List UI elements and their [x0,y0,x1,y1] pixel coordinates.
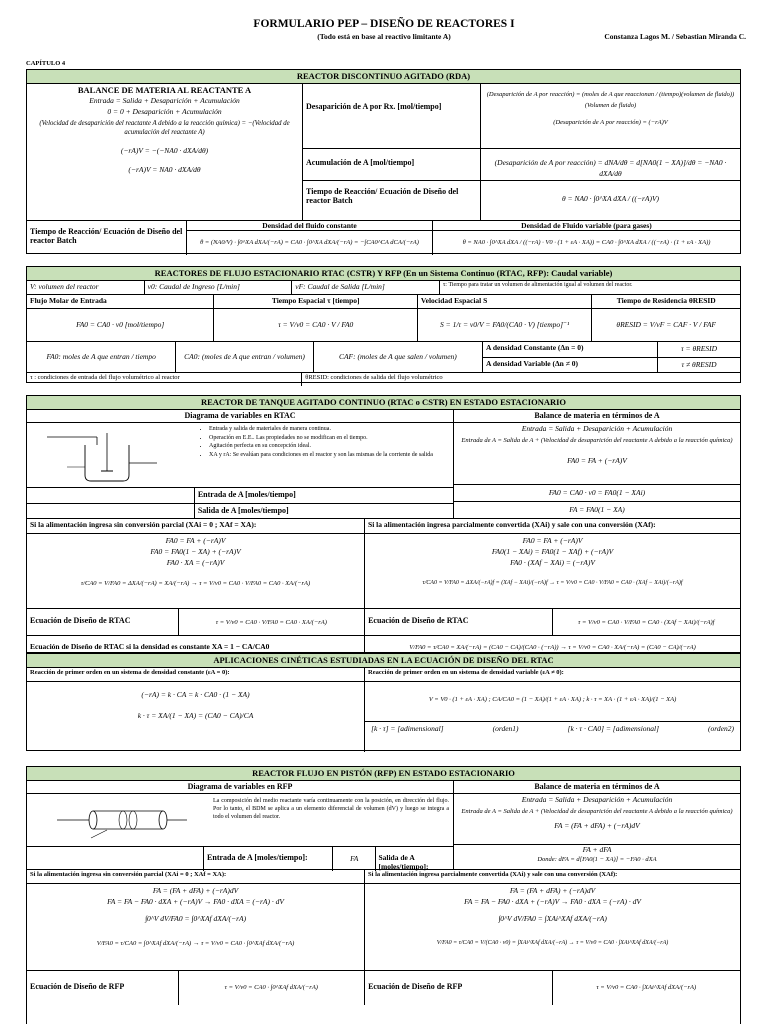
rtac-in-row [27,487,453,503]
cineticas-band: APLICACIONES CINÉTICAS ESTUDIADAS EN LA ECUACIÓN DE DISEÑO DEL RTAC [27,654,740,668]
rtac-s3: FA0 · XA = (−rA)V [166,558,225,567]
flujo-e2: τ = V/v0 = CA0 · V / FA0 [214,309,417,341]
rda-dens-var-eq: θ = NA0 · ∫0^XA dXA / ((−rA) · V0 · (1 + εA · XA)) = CA0 · ∫0^XA dXA / ((−rA) · (1 + εA · XA)) [462,239,711,246]
cineticas-right-body [365,682,740,752]
rfp-dis-label: Ecuación de Diseño de RFP [27,971,179,1005]
rda-acum-row [303,149,740,182]
rda-dens-const-eq: θ = (NA0/V) · ∫0^XA dXA/(−rA) = CA0 · ∫0^XA dXA/(−rA) = −∫CA0^CA dCA/(−rA) [200,239,419,246]
rtac-dens-eq: V/FA0 = τ/CA0 = XA/(−rA) = (CA0 − CA)/(CA0 · (−rA)) → τ = V/v0 = CA0 · XA/(−rA) = (CA0 − CA)/(−rA) [409,644,696,651]
rda-balance-eq4: (−rA)V = −(−NA0 · dXA/dθ) [120,146,209,155]
rda-right-col [303,84,740,220]
rda-balance-eq3: (Velocidad de desaparición del reactante A debido a la reacción química) = −(Velocidad de acumulación del reactante A) [39,120,290,136]
rtac-cond-row [27,519,740,534]
rfp-c3: ∫0^V dV/FA0 = ∫XAi^XAf dXA/(−rA) [498,914,607,923]
flujo-h4: Tiempo de Residencia θRESID [616,296,716,305]
rfp-top-row [27,781,740,870]
rtac-diag-body [27,423,453,487]
rtac-diagram [27,423,197,487]
rtac-s4: τ/CA0 = V/FA0 = ΔXA/(−rA) = XA/(−rA) → τ = V/v0 = CA0 · V/FA0 = CA0 · XA/(−rA) [80,580,311,587]
rfp-dis-eq2: τ = V/v0 = CA0 · ∫XAi^XAf dXA/(−rA) [596,984,697,991]
rfp-bal-eq3: FA = (FA + dFA) + (−rA)dV [554,821,640,830]
rtac-bullet: • Agitación perfecta en su concepción ideal. [209,442,451,451]
rda-tiempo-row [303,181,740,220]
rtac-dis-eq2: τ = V/v0 = CA0 · V/FA0 = CA0 · (XAf − XAi)/(−rA)f [578,619,715,626]
flujo-dv-row [483,358,740,373]
rda-tiempo-eq: θ = NA0 · ∫0^XA dXA / ((−rA)V) [561,194,660,204]
rtac-deriv-right [365,534,740,608]
rfp-desc: La composición del medio reactante varía continuamente con la posición, en dirección del flujo. Por lo tanto, el BDM se aplica a un elemento diferencial de volumen (dV) y luego se integra a todo el volumen del reactor. [213,798,449,820]
rda-batch-row [27,221,740,255]
rfp-diag-body [27,794,453,846]
flujo-conc-row [27,342,740,373]
cineticas-head-row [27,668,740,682]
rda-dens-const-title: Densidad del fluido constante [187,221,432,231]
rtac-out-eq: FA = FA0(1 − XA) [454,501,740,518]
rtac-bullet-list [199,425,451,459]
flujo-caf: CAF: (moles de A que salen / volumen) [314,342,483,372]
rda-section [26,69,741,254]
rda-desap-label: Desaparición de A por Rx. [mol/tiempo] [303,84,481,148]
flujo-band: REACTORES DE FLUJO ESTACIONARIO RTAC (CSTR) Y RFP (En un Sistema Continuo (RTAC, RFP): Caudal variable) [27,267,740,281]
flujo-foot1: τ : condiciones de entrada del flujo volumétrico al reactor [27,373,302,386]
rfp-deriv-row [27,884,740,971]
cineticas-l1: (−rA) = k · CA = k · CA0 · (1 − XA) [141,690,250,699]
rfp-dis-label2: Ecuación de Diseño de RFP [365,971,552,1005]
rfp-deriv-right [365,884,740,970]
flujo-h1: Flujo Molar de Entrada [27,295,214,308]
cineticas-body-row [27,682,740,752]
cineticas-l2: k · τ = XA/(1 − XA) = (CA0 − CA)/CA [137,711,254,720]
rfp-s3: ∫0^V dV/FA0 = ∫0^XAf dXA/(−rA) [144,914,247,923]
rfp-s1: FA = (FA + dFA) + (−rA)dV [152,886,239,895]
rtac-right-col [454,410,740,518]
rfp-cond-row [27,870,740,884]
rtac-dis-label: Ecuación de Diseño de RTAC [27,609,179,635]
rtac-deriv-left [27,534,365,608]
flujo-fa0: FA0: moles de A que entran / tiempo [27,342,176,372]
rfp-dis-eq1: τ = V/v0 = CA0 · ∫0^XAf dXA/(−rA) [179,971,365,1005]
flujo-defs-row [27,281,740,295]
rtac-bullet: • Entrada y salida de materiales de manera continua. [209,425,451,434]
rfp-s2: FA = FA − FA0 · dXA + (−rA)V → FA0 · dXA = (−rA) · dV [107,897,284,906]
flujo-ca0: CA0: (moles de A que entran / volumen) [176,342,313,372]
rtac-s2: FA0 = FA0(1 − XA) + (−rA)V [150,547,241,556]
flujo-h3: Velocidad Espacial S [418,295,593,308]
rfp-section [26,766,741,1024]
rtac-bullets [197,423,453,487]
authors: Constanza Lagos M. / Sebastian Miranda C. [604,32,746,41]
rfp-out-eq1: FA + dFA [582,845,612,854]
rtac-section [26,395,741,653]
flujo-dc-row [483,342,740,358]
rda-batch-label: Tiempo de Reacción/ Ecuación de Diseño del reactor Batch [27,221,187,255]
rfp-deriv-left [27,884,365,970]
rda-band: REACTOR DISCONTINUO AGITADO (RDA) [27,70,740,84]
flujo-e4: θRESID = V/vF = CAF · V / FAF [616,320,716,329]
rtac-bullet: • XA y rA: Se evalúan para condiciones en el reactor y son las mismas de la corriente de salida [209,451,451,460]
rfp-con-conv: Si la alimentación ingresa parcialmente convertida (XAi) y sale con una conversión (XAf): [368,871,618,878]
rda-balance-eq2: 0 = 0 + Desaparición + Acumulación [107,107,222,116]
rda-balance-eq5: (−rA)V = NA0 · dXA/dθ [128,165,201,174]
cineticas-r2d: (orden2) [708,724,734,733]
rda-balance-eq1: Entrada = Salida + Desaparición + Acumulación [89,96,240,105]
rtac-bal-eq1: Entrada = Salida + Desaparición + Acumulación [521,424,673,433]
rfp-c1: FA = (FA + dFA) + (−rA)dV [509,886,596,895]
rtac-dis-row [27,609,740,636]
flujo-e3: S = 1/τ = v0/V = FA0/(CA0 · V) [tiempo]⁻¹ [418,309,593,341]
flujo-density-col [483,342,740,372]
rfp-sin-conv: Si la alimentación ingresa sin conversión parcial (XAi = 0 ; XAf = XA): [27,870,365,883]
rfp-band: REACTOR FLUJO EN PISTÓN (RFP) EN ESTADO ESTACIONARIO [27,767,740,781]
rtac-bullet: • Operación en E.E.. Las propiedades no se modifican en el tiempo. [209,434,451,443]
rda-tiempo-label: Tiempo de Reacción/ Ecuación de Diseño del reactor Batch [303,181,481,220]
rfp-c4: V/FA0 = τ/CA0 = V/(CA0 · v0) = ∫XAi^XAf dXA/(−rA) → τ = V/v0 = CA0 · ∫XAi^XAf dXA/(−rA) [436,940,669,946]
cineticas-left-title: Reacción de primer orden en un sistema de densidad constante (εA = 0): [27,668,365,681]
rtac-out-label: Salida de A [moles/tiempo] [194,504,453,519]
rfp-c2: FA = FA − FA0 · dXA + (−rA)V → FA0 · dXA = (−rA) · dV [464,897,641,906]
flujo-head-row [27,295,740,309]
rda-desap-row [303,84,740,149]
rtac-s1: FA0 = FA + (−rA)V [165,536,226,545]
rtac-c2: FA0(1 − XAi) = FA0(1 − XAf) + (−rA)V [491,547,614,556]
page-title: FORMULARIO PEP – DISEÑO DE REACTORES I [253,18,515,30]
rtac-con-conv: Si la alimentación ingresa parcialmente convertida (XAi) y sale con una conversión (XAf): [368,520,656,529]
flujo-h2: Tiempo Espacial τ [tiempo] [214,295,417,308]
rda-dens-const-cell [187,221,433,255]
cineticas-r1: V = V0 · (1 + εA · XA) ; CA/CA0 = (1 − XA)/(1 + εA · XA) ; k · τ = XA · (1 + εA · XA)/(1 − XA) [365,682,740,722]
rfp-bal-title: Balance de materia en términos de A [454,781,740,794]
cstr-tank-icon [27,423,197,487]
rfp-left-col [27,781,454,869]
rtac-dis-eq1: τ = V/v0 = CA0 · V/FA0 = CA0 · XA/(−rA) [179,609,365,635]
rtac-top-row [27,410,740,519]
chapter-label: CAPÍTULO 4 [26,60,66,67]
cineticas-r2 [365,722,740,735]
flujo-section [26,266,741,383]
rfp-dis-row [27,971,740,1005]
rda-desap-eq1: (Desaparición de A por reacción) = (moles de A que reaccionan / (tiempo)(volumen de fluido)) (Volumen de fluido) [486,91,735,109]
rda-desap-eq2: (Desaparición de A por reacción) = (−rA)V [553,119,668,126]
rtac-c1: FA0 = FA + (−rA)V [522,536,583,545]
rfp-s4: V/FA0 = τ/CA0 = ∫0^XAf dXA/(−rA) → τ = V/v0 = CA0 · ∫0^XAf dXA/(−rA) [96,940,295,947]
rtac-dis-label2: Ecuación de Diseño de RTAC [365,609,552,635]
rtac-left-col [27,410,454,518]
rda-balance-cell [27,84,303,220]
rfp-diag-title: Diagrama de variables en RFP [27,781,453,794]
rtac-dens-label: Ecuación de Diseño de RTAC si la densidad es constante XA = 1 − CA/CA0 [27,636,365,660]
cineticas-r2b: (orden1) [492,724,519,733]
flujo-e1: FA0 = CA0 · v0 [mol/tiempo] [27,309,214,341]
rtac-bal-eq2: Entrada de A = Salida de A + (Velocidad de desaparición del reactante A debido a la reacción química) [461,437,733,444]
flujo-dv: A densidad Variable (Δn ≠ 0) [483,358,658,373]
cineticas-left-body [27,682,365,752]
rtac-bal-eq3: FA0 = FA + (−rA)V [567,456,627,465]
rda-acum-label: Acumulación de A [mol/tiempo] [303,149,481,181]
cineticas-section [26,653,741,751]
rfp-right-col [454,781,740,869]
rda-desap-eqs [481,84,740,148]
rfp-in-label: Entrada de A [moles/tiempo]: [203,847,332,871]
flujo-foot-row [27,373,740,386]
flujo-def2: v0: Caudal de Ingreso [L/min] [145,281,293,294]
flujo-def3: vF: Caudal de Salida [L/min] [292,281,440,294]
rtac-out-row [27,503,453,519]
rfp-out-cell [454,844,740,869]
rda-top-row [27,84,740,221]
rfp-diagram [27,794,209,846]
rfp-io-row [27,846,453,871]
cineticas-r2c: [k · τ · CA0] = [adimensional] [567,724,660,733]
flujo-def4: τ: Tiempo para tratar un volumen de alimentación igual al volumen del reactor. [442,282,633,288]
rfp-bal-eq2: Entrada de A = Salida de A + (Velocidad de desaparición del reactante A debido a la reacción química) [461,808,733,815]
cineticas-r2a: [k · τ] = [adimensional] [371,724,444,733]
rda-acum-eq: (Desaparición de A por reacción) = dNA/dθ = d[NA0(1 − XA)]/dθ = −NA0 · dXA/dθ [494,157,727,178]
rfp-in-val: FA [332,847,376,871]
cineticas-right-title: Reacción de primer orden en un sistema de densidad variable (εA ≠ 0): [368,669,564,676]
rtac-c3: FA0 · (XAf − XAi) = (−rA)V [510,558,595,567]
rtac-bal-title: Balance de materia en términos de A [454,410,740,423]
rtac-in-eq: FA0 = CA0 · v0 = FA0(1 − XAi) [454,484,740,501]
rda-dens-var-title: Densidad de Fluido variable (para gases) [433,221,740,231]
rda-dens-var-cell [433,221,740,255]
rtac-diag-title: Diagrama de variables en RTAC [27,410,453,423]
flujo-foot2: θRESID: condiciones de salida del flujo volumétrico [305,374,443,381]
flujo-dc-eq: τ = θRESID [680,344,717,353]
rfp-out-label: Salida de A [moles/tiempo]: [375,847,453,871]
flujo-dc: A densidad Constante (Δn = 0) [483,342,658,357]
flujo-dv-eq: τ ≠ θRESID [681,359,717,369]
rtac-band: REACTOR DE TANQUE AGITADO CONTINUO (RTAC o CSTR) EN ESTADO ESTACIONARIO [27,396,740,410]
rtac-in-label: Entrada de A [moles/tiempo] [194,488,453,503]
rtac-sin-conv: Si la alimentación ingresa sin conversión parcial (XAi = 0 ; XAf = XA): [27,519,365,533]
rfp-bal-eq1: Entrada = Salida + Desaparición + Acumulación [521,795,673,804]
page-subtitle: (Todo está en base al reactivo limitante A) [317,32,451,41]
pfr-tube-icon [27,794,209,846]
flujo-def1: V: volumen del reactor [27,281,145,294]
rfp-out-eq2: Donde: dFA = d[FA0(1 − XA)] = −FA0 · dXA [537,856,657,863]
rtac-deriv-row [27,534,740,609]
rtac-c4: τ/CA0 = V/FA0 = ΔXA/(−rA)f = (XAf − XAi)/(−rA)f → τ = V/v0 = CA0 · V/FA0 = CA0 · (XAf − XAi)/(−rA)f [422,580,683,586]
flujo-eq-row [27,309,740,342]
rda-balance-title: BALANCE DE MATERIA AL REACTANTE A [77,85,252,95]
